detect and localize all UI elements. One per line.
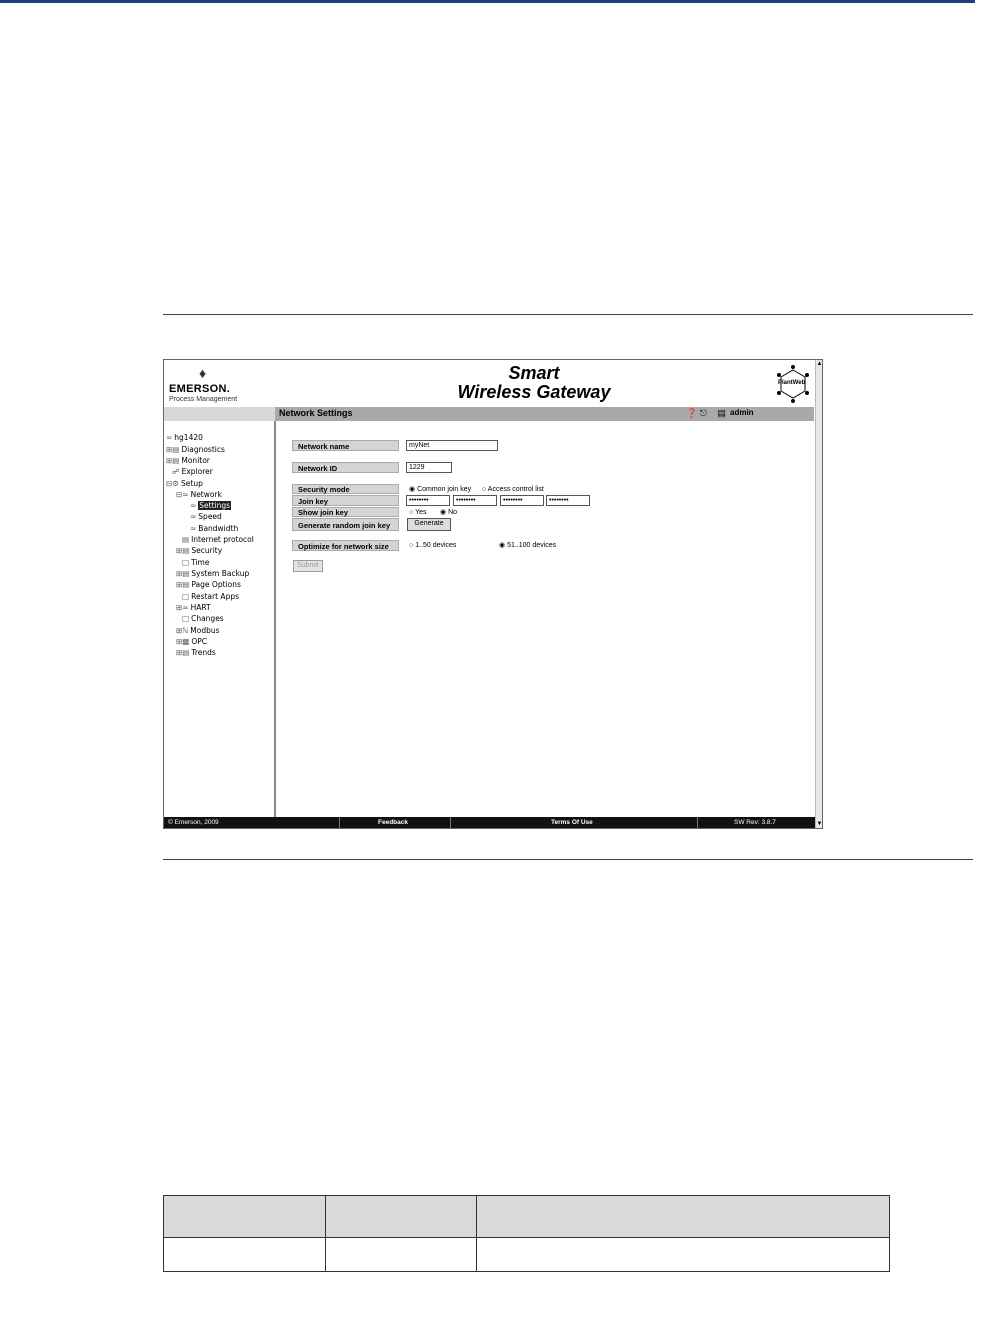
gateway-footer (164, 817, 815, 828)
top-rule (0, 0, 975, 3)
tree-item-hart[interactable] (176, 603, 211, 612)
network-icon: ≈ (166, 433, 173, 442)
software-revision: SW Rev: 3.8.7 (734, 819, 776, 826)
option-label: Yes (415, 509, 427, 516)
figure-bottom-rule (163, 859, 973, 860)
folder-icon: ⊞▤ (176, 546, 190, 555)
tree-item-label: Speed (198, 512, 222, 521)
gateway-header (164, 360, 814, 407)
tree-item-label: Bandwidth (198, 524, 239, 533)
tree-item-restart-apps[interactable] (182, 592, 239, 601)
network-icon: ≈ (190, 512, 197, 521)
tree-item-label: Changes (191, 614, 224, 623)
radio-icon: ○ (409, 509, 414, 516)
setup-icon: ⊟⚙ (166, 479, 180, 488)
explorer-icon: ☍ (172, 467, 180, 476)
page-icon: □ (182, 592, 190, 601)
option-label: 51..100 devices (507, 542, 557, 549)
tree-item-label: HART (190, 603, 211, 612)
submit-button[interactable]: Submit (293, 560, 323, 572)
network-id-input[interactable]: 1229 (406, 462, 452, 473)
page-title: Network Settings (279, 408, 353, 418)
join-key-input-3[interactable]: •••••••• (500, 495, 544, 506)
table-header-row (164, 1196, 890, 1238)
monitor-icon: ⊞▤ (166, 456, 180, 465)
terms-of-use-link[interactable]: Terms Of Use (551, 819, 593, 826)
network-icon: ⊞≈ (176, 603, 189, 612)
show-yes-radio[interactable] (409, 508, 426, 517)
tree-item-label: OPC (191, 637, 208, 646)
plantweb-label: PlantWeb (778, 380, 806, 386)
tree-root[interactable] (166, 433, 203, 442)
optimize-51-100-radio[interactable] (499, 541, 556, 550)
footer-separator (450, 817, 451, 828)
tree-item-monitor[interactable] (166, 456, 210, 465)
tree-item-system-backup[interactable] (176, 569, 249, 578)
radio-checked-icon: ◉ (440, 509, 447, 516)
emerson-logo (169, 366, 244, 404)
tree-item-label: Internet protocol (191, 535, 254, 544)
network-name-input[interactable]: myNet (406, 440, 498, 451)
tree-root-label: hg1420 (174, 433, 203, 442)
tree-item-label: Diagnostics (181, 445, 225, 454)
bottom-table (163, 1195, 890, 1272)
tree-item-label: Network (190, 490, 222, 499)
network-icon: ≈ (190, 524, 197, 533)
title-bar-icons (686, 408, 726, 419)
radio-icon: ○ (409, 542, 414, 549)
show-join-key-label: Show join key (292, 507, 399, 517)
table-header-cell (326, 1196, 477, 1238)
tree-item-internet-protocol[interactable] (182, 535, 254, 544)
access-control-list-radio[interactable] (482, 485, 544, 494)
navigation-tree (164, 421, 276, 817)
option-label: 1..50 devices (415, 542, 457, 549)
common-join-key-radio[interactable] (409, 485, 471, 494)
page-icon: □ (182, 614, 190, 623)
tree-item-label: Setup (181, 479, 203, 488)
figure-top-rule (163, 314, 973, 315)
tree-item-security[interactable] (176, 546, 222, 555)
trends-icon: ⊞▤ (176, 648, 190, 657)
table-cell (477, 1238, 890, 1272)
scroll-down-icon[interactable]: ▼ (816, 821, 823, 827)
tree-item-label: Page Options (191, 580, 241, 589)
tree-item-explorer[interactable] (172, 467, 213, 476)
radio-checked-icon: ◉ (499, 542, 506, 549)
generate-button[interactable]: Generate (407, 518, 451, 531)
radio-icon: ○ (482, 486, 487, 493)
tree-item-network[interactable] (176, 490, 222, 499)
brand-name: EMERSON. (169, 383, 231, 395)
gateway-screenshot (163, 359, 823, 829)
brand-subtitle: Process Management (169, 396, 238, 403)
settings-form (276, 421, 815, 817)
tree-item-label: Monitor (181, 456, 210, 465)
vertical-scrollbar[interactable] (815, 360, 823, 828)
option-label: No (448, 509, 458, 516)
page-icon: □ (182, 558, 190, 567)
app-title-line1: Smart (508, 363, 560, 383)
emerson-logo-icon: ♦ (199, 365, 207, 381)
feedback-link[interactable]: Feedback (378, 819, 408, 826)
tree-item-label: System Backup (191, 569, 250, 578)
app-title (424, 364, 644, 402)
join-key-input-4[interactable]: •••••••• (546, 495, 590, 506)
network-icon: ≈ (190, 501, 197, 510)
table-header-cell (164, 1196, 326, 1238)
optimize-network-size-label: Optimize for network size (292, 540, 399, 551)
network-name-label: Network name (292, 440, 399, 451)
table-cell (326, 1238, 477, 1272)
tree-item-bandwidth[interactable] (190, 524, 238, 533)
tree-item-opc[interactable] (176, 637, 207, 646)
tree-item-label: Trends (191, 648, 216, 657)
user-name: admin (730, 408, 754, 417)
generate-join-key-label: Generate random join key (292, 518, 399, 531)
modbus-icon: ⊞ℕ (176, 626, 189, 635)
tree-item-setup[interactable] (166, 479, 203, 488)
network-id-label: Network ID (292, 462, 399, 473)
footer-separator (697, 817, 698, 828)
footer-separator (339, 817, 340, 828)
tree-item-label: Security (191, 546, 223, 555)
tree-item-label: Explorer (181, 467, 213, 476)
tree-item-changes[interactable] (182, 614, 224, 623)
tree-item-settings[interactable] (190, 501, 231, 510)
option-label: Common join key (417, 486, 472, 493)
optimize-1-50-radio[interactable] (409, 541, 456, 550)
opc-icon: ⊞▩ (176, 637, 190, 646)
folder-icon: ⊞▤ (166, 445, 180, 454)
tree-item-page-options[interactable] (176, 580, 241, 589)
table-cell (164, 1238, 326, 1272)
title-bar-left (164, 407, 275, 421)
join-key-label: Join key (292, 495, 399, 506)
tree-item-trends[interactable] (176, 648, 216, 657)
show-no-radio[interactable] (440, 508, 457, 517)
title-bar (164, 407, 814, 421)
scroll-up-icon[interactable]: ▲ (816, 361, 823, 367)
tree-item-modbus[interactable] (176, 626, 220, 635)
network-icon: ⊟≈ (176, 490, 189, 499)
app-title-line2: Wireless Gateway (457, 382, 611, 402)
join-key-input-2[interactable]: •••••••• (453, 495, 497, 506)
table-row (164, 1238, 890, 1272)
radio-checked-icon: ◉ (409, 486, 416, 493)
option-label: Access control list (487, 486, 544, 493)
help-icon[interactable]: ❓ (686, 408, 698, 418)
plantweb-logo (776, 364, 810, 404)
copyright-text: © Emerson, 2009 (168, 819, 219, 826)
security-mode-label: Security mode (292, 484, 399, 494)
computer-icon: ▤ (182, 535, 190, 544)
tree-item-diagnostics[interactable] (166, 445, 225, 454)
folder-icon: ⊞▤ (176, 580, 190, 589)
tree-item-label: Restart Apps (191, 592, 239, 601)
folder-icon: ⊞▤ (176, 569, 190, 578)
logout-icon[interactable]: ⎋ (699, 408, 707, 418)
tree-item-speed[interactable] (190, 512, 222, 521)
join-key-input-1[interactable]: •••••••• (406, 495, 450, 506)
tree-item-label: Settings (199, 501, 231, 510)
table-header-cell (477, 1196, 890, 1238)
tree-item-label: Modbus (190, 626, 220, 635)
tree-item-time[interactable] (182, 558, 209, 567)
tree-item-label: Time (191, 558, 210, 567)
user-icon: ▤ (717, 408, 726, 418)
